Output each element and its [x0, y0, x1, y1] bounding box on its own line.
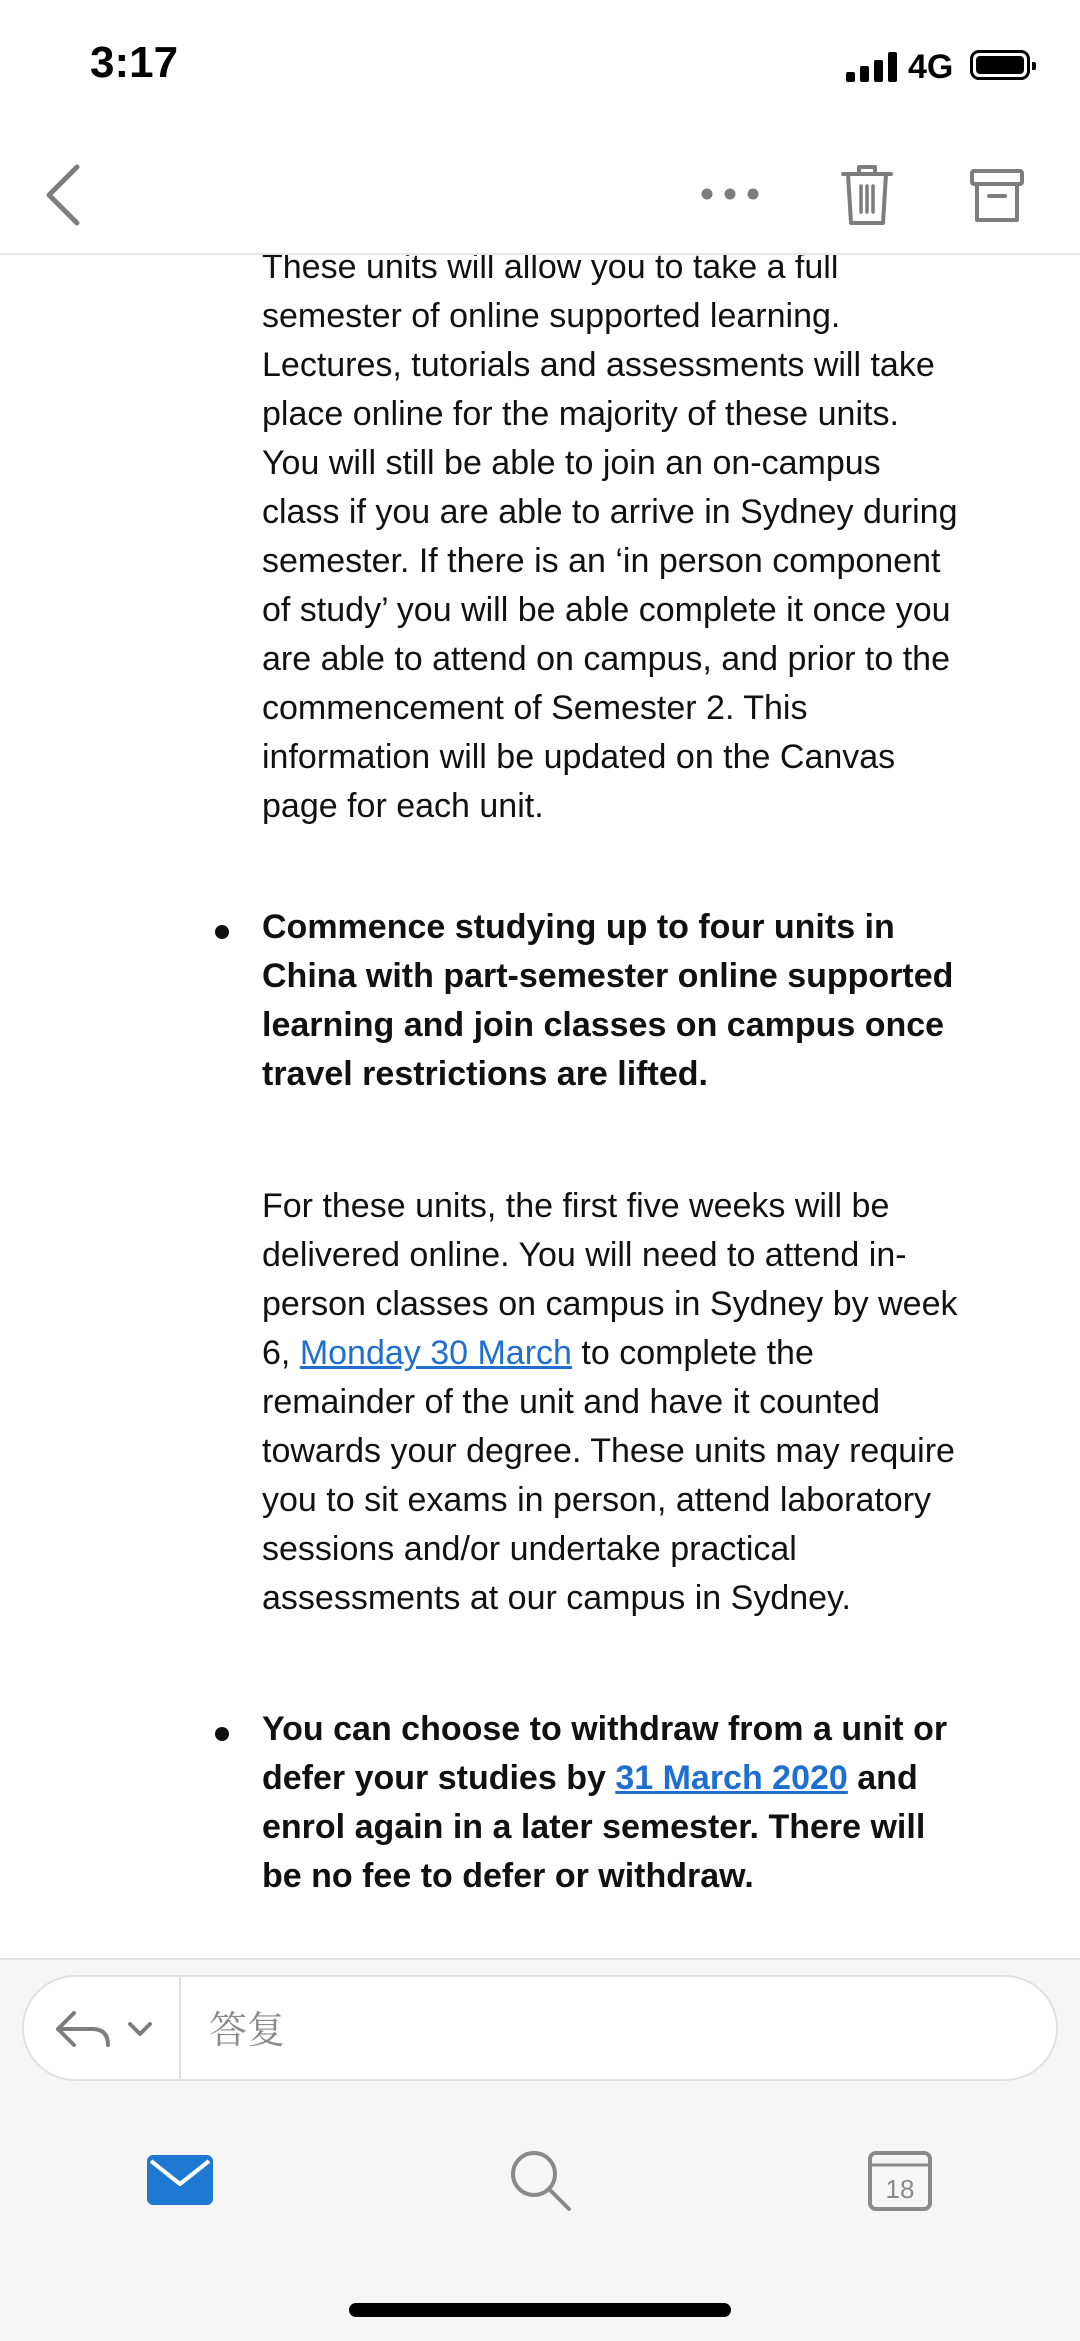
- email-paragraph-2: [262, 1182, 962, 1623]
- bullet-text: You can choose to withdraw from a unit or defer your studies by: [262, 1710, 948, 1797]
- delete-button[interactable]: [830, 153, 904, 237]
- bullet-marker: [215, 925, 229, 939]
- bullet-marker: [215, 1727, 229, 1741]
- reply-icon: [52, 2007, 112, 2051]
- more-button[interactable]: [690, 169, 770, 219]
- back-button[interactable]: [28, 155, 98, 235]
- trash-icon: [839, 162, 895, 228]
- reply-box[interactable]: [22, 1975, 1058, 2081]
- archive-button[interactable]: [960, 157, 1034, 235]
- signal-icon: [846, 52, 900, 82]
- archive-icon: [969, 167, 1025, 225]
- tab-mail[interactable]: [140, 2130, 220, 2230]
- home-indicator: [349, 2303, 731, 2317]
- ellipsis-icon: [700, 187, 760, 201]
- reply-options-button[interactable]: [52, 1999, 162, 2059]
- email-body: [0, 255, 1080, 1955]
- network-type: 4G: [908, 48, 954, 86]
- tab-bar: [0, 2130, 1080, 2230]
- paragraph-text: For these units, the first five weeks will be delivered online. You will need to attend in-person classes on campus in Sydney by week 6,: [262, 1187, 958, 1372]
- paragraph-text: to complete the remainder of the unit and have it counted towards your degree. These units may require you to sit exams in person, attend laboratory sessions and/or undertake practical assessments at our campus in Sydney.: [262, 1334, 955, 1617]
- date-link-monday-30-march[interactable]: Monday 30 March: [299, 1334, 572, 1372]
- mail-toolbar: [0, 135, 1080, 255]
- tab-calendar[interactable]: [858, 2130, 942, 2230]
- battery-icon: [970, 50, 1030, 80]
- bottom-area: [0, 1958, 1080, 2341]
- chevron-left-icon: [43, 163, 83, 227]
- email-paragraph-1: These units will allow you to take a full semester of online supported learning. Lectures, tutorials and assessments will take place online for the majority of these units. You will still be able to join an on-campus class if you are able to arrive in Sydney during semester. If there is an ‘in person component of study’ you will be able complete it once you are able to attend on campus, and prior to the commencement of Semester 2. This information will be updated on the Canvas page for each unit.: [262, 255, 958, 825]
- calendar-day: 18: [885, 2174, 915, 2204]
- status-bar: [0, 0, 1080, 135]
- tab-search[interactable]: [500, 2130, 580, 2230]
- email-bullet-3: [262, 1705, 962, 1901]
- chevron-down-icon: [126, 2019, 154, 2039]
- divider: [179, 1977, 181, 2079]
- search-icon: [507, 2147, 573, 2213]
- status-time: 3:17: [90, 38, 179, 87]
- date-link-31-march-2020[interactable]: 31 March 2020: [615, 1759, 848, 1797]
- bullet-text: and enrol again in a later semester. There will be no fee to defer or withdraw.: [262, 1759, 926, 1895]
- email-bullet-2: Commence studying up to four units in China with part-semester online supported learning and join classes on campus once travel restrictions are lifted.: [262, 908, 954, 1093]
- calendar-icon: [868, 2149, 932, 2211]
- mail-icon: [147, 2155, 213, 2205]
- reply-input[interactable]: 答复: [209, 2010, 286, 2052]
